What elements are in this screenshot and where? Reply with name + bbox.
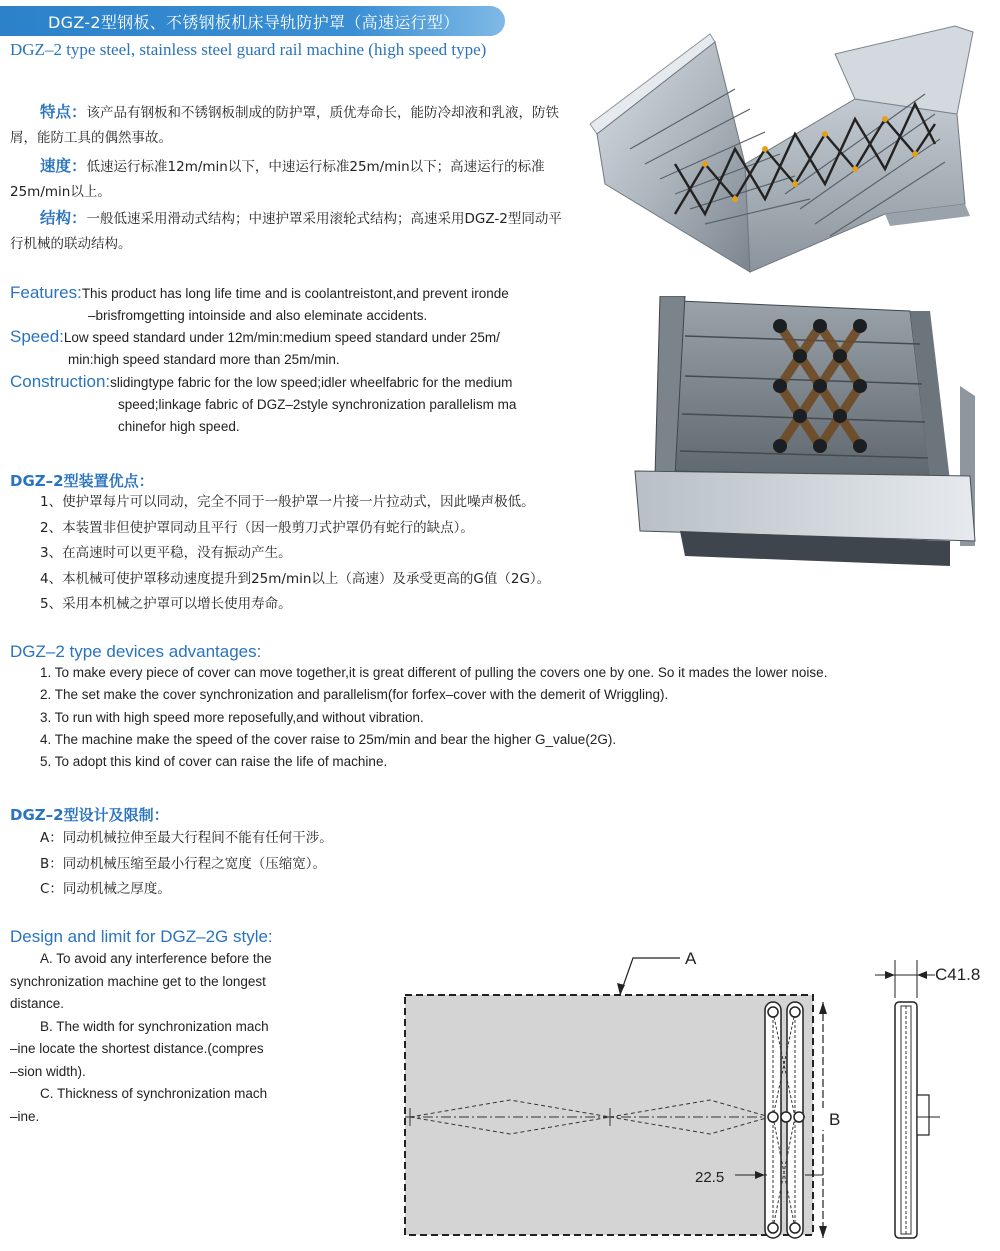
list-item: 5. To adopt this kind of cover can raise the life of machine.: [40, 754, 388, 770]
list-item: 1、使护罩每片可以同动，完全不同于一般护罩一片接一片拉动式，因此噪声极低。: [40, 494, 535, 510]
structure-cn-label: 结构：: [40, 209, 87, 227]
features-en-line2: –brisfromgetting intoinside and also eleminate accidents.: [88, 308, 428, 323]
list-item: 4. The machine make the speed of the cover raise to 25m/min and bear the higher G_value(2G).: [40, 731, 617, 747]
design-en-b1: B. The width for synchronization mach: [40, 1018, 269, 1034]
list-item: 2、本装置非但使护罩同动且平行（因一般剪刀式护罩仍有蛇行的缺点）。: [40, 519, 474, 536]
dim-22-5: 22.5: [695, 1169, 725, 1186]
features-en-label: Features:: [10, 283, 82, 302]
speed-en-label: Speed:: [10, 327, 64, 346]
label-b: B: [829, 1110, 841, 1129]
structure-cn-text: 一般低速采用滑动式结构；中速护罩采用滚轮式结构；高速采用DGZ-2型同动平行机械的联动结构。: [10, 211, 562, 252]
technical-diagram: [395, 940, 995, 1245]
features-cn-label: 特点：: [40, 103, 87, 121]
design-en-a2: synchronization machine get to the longest: [10, 973, 266, 989]
speed-cn-label: 速度：: [40, 157, 87, 175]
speed-en-line1: Low speed standard under 12m/min:medium speed standard under 25m/: [63, 330, 500, 345]
features-en: [10, 282, 570, 327]
product-photo-flat: [630, 296, 980, 576]
features-en-line1: This product has long life time and is coolantreistont,and prevent ironde: [81, 286, 509, 301]
list-item: 5、采用本机械之护罩可以增长使用寿命。: [40, 596, 292, 612]
design-en-text: [10, 948, 310, 1128]
list-item: 3. To run with high speed more reposefully,and without vibration.: [40, 709, 424, 725]
list-item: B：同动机械压缩至最小行程之宽度（压缩宽）。: [40, 855, 327, 872]
speed-en-line2: min:high speed standard more than 25m/min.: [68, 352, 340, 367]
list-item: 2. The set make the cover synchronization and parallelism(for forfex–cover with the demerit of Wriggling).: [40, 687, 669, 703]
construction-en-label: Construction:: [10, 372, 111, 391]
construction-en-line1: slidingtype fabric for the low speed;idler wheelfabric for the medium: [110, 375, 513, 390]
speed-cn: [10, 154, 570, 205]
product-photo-angled: [585, 14, 980, 276]
list-item: 3、在高速时可以更平稳，没有振动产生。: [40, 545, 292, 561]
cover-outline: [405, 995, 813, 1235]
design-en-c1: C. Thickness of synchronization mach: [40, 1086, 268, 1101]
features-cn: [10, 100, 570, 151]
design-en-b3: –sion width).: [10, 1063, 86, 1079]
dim-c: C41.8: [935, 965, 981, 984]
speed-en: [10, 326, 570, 371]
construction-en-line2: speed;linkage fabric of DGZ–2style synchronization parallelism ma: [118, 397, 517, 412]
design-en-a1: A. To avoid any interference before the: [40, 951, 272, 966]
list-item: A：同动机械拉伸至最大行程间不能有任何干涉。: [40, 830, 333, 846]
list-item: C：同动机械之厚度。: [40, 881, 171, 897]
construction-en: [10, 371, 570, 438]
structure-cn: [10, 206, 570, 257]
label-a-leader: [620, 958, 680, 995]
list-item: 4、本机械可使护罩移动速度提升到25m/min以上（高速）及承受更高的G值（2G）。: [40, 570, 551, 587]
page-title-en: DGZ–2 type steel, stainless steel guard rail machine (high speed type): [10, 40, 487, 59]
design-cn-title: DGZ–2型设计及限制：: [10, 806, 169, 824]
advantages-cn-title: DGZ–2型装置优点：: [10, 472, 154, 490]
advantages-cn-list: [40, 490, 550, 618]
side-view: [875, 960, 940, 1238]
design-en-a3: distance.: [10, 996, 65, 1011]
design-en-c2: –ine.: [10, 1108, 40, 1124]
design-cn-list: [40, 826, 333, 903]
list-item: 1. To make every piece of cover can move together,it is great different of pulling the covers one by one. So it mades the lower noise.: [40, 665, 828, 680]
advantages-en-title: DGZ–2 type devices advantages:: [10, 642, 262, 661]
design-en-b2: –ine locate the shortest distance.(compres: [10, 1041, 264, 1056]
design-en-title: Design and limit for DGZ–2G style:: [10, 927, 273, 946]
advantages-en-list: [40, 662, 827, 773]
label-a: A: [685, 949, 697, 968]
page-title-cn: DGZ-2型钢板、不锈钢板机床导轨防护罩（高速运行型）: [48, 13, 460, 32]
construction-en-line3: chinefor high speed.: [118, 419, 240, 434]
speed-cn-text: 低速运行标准12m/min以下，中速运行标准25m/min以下；高速运行的标准25m/min以上。: [10, 159, 545, 200]
features-cn-text: 该产品有钢板和不锈钢板制成的防护罩，质优寿命长，能防冷却液和乳液，防铁屑，能防工具的偶然事故。: [10, 105, 560, 146]
